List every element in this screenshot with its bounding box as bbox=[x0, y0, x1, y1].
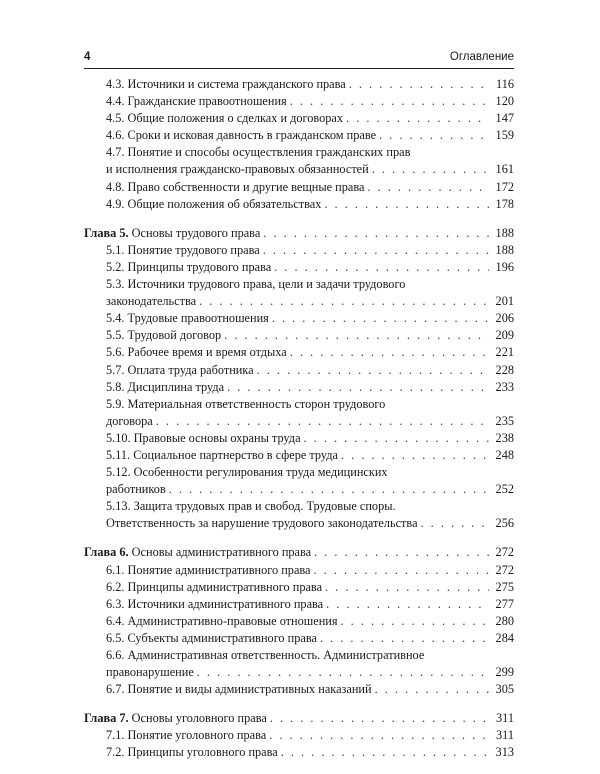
dot-leader bbox=[263, 225, 489, 242]
dot-leader bbox=[320, 630, 489, 647]
toc-entry-text: 6.1. Понятие административного права bbox=[106, 562, 311, 577]
toc-chapter bbox=[84, 225, 514, 533]
chapter-heading[interactable] bbox=[84, 544, 514, 561]
toc-entry-text: 6.5. Субъекты административного права bbox=[106, 630, 317, 645]
toc-page-number: 280 bbox=[495, 613, 514, 628]
toc-entry-text: 7.1. Понятие уголовного права bbox=[106, 728, 267, 743]
toc-entry-text: 6.4. Административно-правовые отношения bbox=[106, 613, 338, 628]
chapter-label: Глава 6. bbox=[84, 545, 129, 560]
toc-entry[interactable] bbox=[84, 179, 514, 196]
toc-entry-text: 4.7. Понятие и способы осуществления гражданских прав bbox=[106, 145, 411, 160]
toc-page-number: 275 bbox=[495, 579, 514, 594]
chapter-page-number: 188 bbox=[495, 225, 514, 240]
dot-leader bbox=[346, 110, 489, 127]
header-rule bbox=[84, 68, 514, 69]
toc-entry-line bbox=[84, 647, 514, 664]
toc-entry[interactable] bbox=[84, 413, 514, 430]
toc-entry-text: 5.3. Источники трудового права, цели и задачи трудового bbox=[106, 277, 406, 292]
toc-entry[interactable] bbox=[84, 681, 514, 698]
dot-leader bbox=[199, 293, 489, 310]
toc-entry[interactable] bbox=[84, 127, 514, 144]
toc-entry-text: 4.3. Источники и система гражданского права bbox=[106, 77, 346, 91]
dot-leader bbox=[224, 327, 489, 344]
toc-entry[interactable] bbox=[84, 76, 514, 93]
toc-entry[interactable] bbox=[84, 259, 514, 276]
dot-leader bbox=[304, 430, 489, 447]
toc-page-number: 235 bbox=[495, 413, 514, 428]
toc-entry[interactable] bbox=[84, 327, 514, 344]
toc-entry[interactable] bbox=[84, 562, 514, 579]
toc-entry-text: 5.11. Социальное партнерство в сфере труда bbox=[106, 447, 339, 462]
dot-leader bbox=[314, 544, 489, 561]
toc-entry-line bbox=[84, 144, 514, 161]
toc-entry[interactable] bbox=[84, 362, 514, 379]
toc-entry-text: 5.13. Защита трудовых прав и свобод. Трудовые споры. bbox=[106, 499, 396, 514]
toc-entry[interactable] bbox=[84, 596, 514, 613]
toc-entry[interactable] bbox=[84, 344, 514, 361]
toc-page-number: 209 bbox=[495, 328, 514, 343]
toc-chapter bbox=[84, 710, 514, 761]
toc-entry-text: 5.4. Трудовые правоотношения bbox=[106, 311, 269, 326]
toc-entry-text: 6.6. Административная ответственность. Административное bbox=[106, 648, 425, 662]
page-number: 4 bbox=[84, 51, 91, 63]
dot-leader bbox=[227, 379, 489, 396]
toc-page-number: 228 bbox=[495, 362, 514, 377]
toc-entry-text: 5.9. Материальная ответственность сторон трудового bbox=[106, 396, 386, 411]
toc-entry-text: и исполнения гражданско-правовых обязанностей bbox=[106, 162, 369, 177]
toc-entry[interactable] bbox=[84, 430, 514, 447]
dot-leader bbox=[281, 744, 489, 761]
toc-page-number: 116 bbox=[496, 77, 514, 91]
toc-entry[interactable] bbox=[84, 630, 514, 647]
page-header bbox=[84, 51, 514, 69]
toc-page-number: 313 bbox=[495, 745, 514, 760]
toc-entry-text: 5.8. Дисциплина труда bbox=[106, 379, 225, 394]
dot-leader bbox=[314, 562, 489, 579]
toc-entry-text: 5.5. Трудовой договор bbox=[106, 328, 222, 343]
toc-entry[interactable] bbox=[84, 293, 514, 310]
toc-page-number: 172 bbox=[495, 179, 514, 194]
chapter-page-number: 311 bbox=[496, 711, 514, 726]
toc-entry-text: работников bbox=[106, 482, 166, 497]
toc-entry-text: 7.2. Принципы уголовного права bbox=[106, 745, 278, 760]
toc-page-number: 221 bbox=[495, 345, 514, 360]
toc-entry-line bbox=[84, 498, 514, 515]
dot-leader bbox=[290, 93, 489, 110]
dot-leader bbox=[375, 681, 489, 698]
dot-leader bbox=[349, 76, 489, 93]
chapter-title: Глава 5. Основы трудового права bbox=[84, 225, 261, 240]
dot-leader bbox=[197, 664, 489, 681]
toc-page-number: 201 bbox=[495, 294, 514, 309]
dot-leader bbox=[290, 344, 489, 361]
toc-entry[interactable] bbox=[84, 242, 514, 259]
toc-entry[interactable] bbox=[84, 664, 514, 681]
toc-page-number: 147 bbox=[495, 111, 514, 126]
toc-chapter bbox=[84, 544, 514, 698]
toc-entry[interactable] bbox=[84, 515, 514, 532]
toc-entry-text: 6.7. Понятие и виды административных наказаний bbox=[106, 682, 372, 697]
toc-entry[interactable] bbox=[84, 447, 514, 464]
toc-entry[interactable] bbox=[84, 727, 514, 744]
toc-page-number: 252 bbox=[495, 482, 514, 497]
dot-leader bbox=[325, 579, 489, 596]
toc-page-number: 256 bbox=[495, 516, 514, 531]
dot-leader bbox=[372, 161, 489, 178]
dot-leader bbox=[169, 481, 489, 498]
toc-page-number: 284 bbox=[495, 630, 514, 645]
chapter-heading[interactable] bbox=[84, 710, 514, 727]
dot-leader bbox=[367, 179, 489, 196]
toc-entry-text: 4.5. Общие положения о сделках и договорах bbox=[106, 111, 344, 126]
dot-leader bbox=[324, 196, 489, 213]
dot-leader bbox=[269, 727, 489, 744]
toc-entry-text: договора bbox=[106, 413, 153, 428]
toc-page-number: 233 bbox=[495, 379, 514, 394]
dot-leader bbox=[421, 515, 489, 532]
toc-chapter bbox=[84, 76, 514, 213]
toc-entry-text: 5.10. Правовые основы охраны труда bbox=[106, 430, 301, 445]
toc-entry-text: 6.2. Принципы административного права bbox=[106, 579, 323, 594]
toc-page-number: 188 bbox=[495, 242, 514, 257]
toc-entry-line bbox=[84, 276, 514, 293]
toc-page-number: 311 bbox=[496, 728, 514, 743]
toc-page-number: 277 bbox=[495, 596, 514, 611]
toc-entry[interactable] bbox=[84, 93, 514, 110]
toc-entry[interactable] bbox=[84, 310, 514, 327]
toc-page-number: 120 bbox=[495, 94, 514, 109]
toc-entry-text: правонарушение bbox=[106, 665, 194, 680]
toc-entry[interactable] bbox=[84, 481, 514, 498]
toc-entry-text: 4.9. Общие положения об обязательствах bbox=[106, 196, 322, 211]
dot-leader bbox=[341, 447, 489, 464]
chapter-label: Глава 5. bbox=[84, 225, 129, 240]
toc-entry-text: 6.3. Источники административного права bbox=[106, 596, 324, 611]
toc-page-number: 299 bbox=[495, 665, 514, 680]
toc-entry[interactable] bbox=[84, 161, 514, 178]
toc-entry-text: Ответственность за нарушение трудового законодательства bbox=[106, 516, 418, 531]
toc-entry[interactable] bbox=[84, 744, 514, 761]
toc-page-number: 206 bbox=[495, 311, 514, 326]
toc-entry[interactable] bbox=[84, 110, 514, 127]
toc-entry-line bbox=[84, 396, 514, 413]
toc-entry-text: 5.6. Рабочее время и время отдыха bbox=[106, 345, 287, 360]
dot-leader bbox=[263, 242, 489, 259]
toc-entry[interactable] bbox=[84, 613, 514, 630]
toc-entry-text: 5.1. Понятие трудового права bbox=[106, 242, 260, 257]
toc-entry-text: 5.2. Принципы трудового права bbox=[106, 259, 272, 274]
toc-entry-text: законодательства bbox=[106, 294, 197, 309]
dot-leader bbox=[257, 362, 489, 379]
toc-entry[interactable] bbox=[84, 579, 514, 596]
dot-leader bbox=[270, 710, 489, 727]
toc-entry-text: 4.4. Гражданские правоотношения bbox=[106, 94, 287, 109]
dot-leader bbox=[341, 613, 489, 630]
dot-leader bbox=[379, 127, 489, 144]
chapter-label: Глава 7. bbox=[84, 711, 129, 726]
toc-entry[interactable] bbox=[84, 379, 514, 396]
toc-entry[interactable] bbox=[84, 196, 514, 213]
toc-page-number: 238 bbox=[495, 430, 514, 445]
running-title: Оглавление bbox=[449, 51, 514, 63]
toc-entry-text: 4.8. Право собственности и другие вещные права bbox=[106, 179, 365, 194]
chapter-title: Глава 7. Основы уголовного права bbox=[84, 711, 267, 726]
chapter-heading[interactable] bbox=[84, 225, 514, 242]
table-of-contents bbox=[84, 76, 514, 774]
toc-page-number: 272 bbox=[495, 562, 514, 577]
dot-leader bbox=[274, 259, 489, 276]
toc-page-number: 178 bbox=[495, 196, 514, 211]
chapter-page-number: 272 bbox=[495, 545, 514, 560]
toc-page-number: 305 bbox=[495, 682, 514, 697]
toc-entry-text: 5.12. Особенности регулирования труда медицинских bbox=[106, 465, 388, 480]
toc-entry-line bbox=[84, 464, 514, 481]
chapter-title: Глава 6. Основы административного права bbox=[84, 545, 312, 560]
toc-entry-text: 4.6. Сроки и исковая давность в гражданском праве bbox=[106, 128, 377, 143]
dot-leader bbox=[326, 596, 489, 613]
toc-page-number: 161 bbox=[495, 162, 514, 177]
toc-page-number: 248 bbox=[495, 447, 514, 462]
toc-page-number: 159 bbox=[495, 128, 514, 143]
toc-entry-text: 5.7. Оплата труда работника bbox=[106, 362, 254, 377]
toc-page-number: 196 bbox=[495, 259, 514, 274]
dot-leader bbox=[156, 413, 489, 430]
dot-leader bbox=[272, 310, 489, 327]
